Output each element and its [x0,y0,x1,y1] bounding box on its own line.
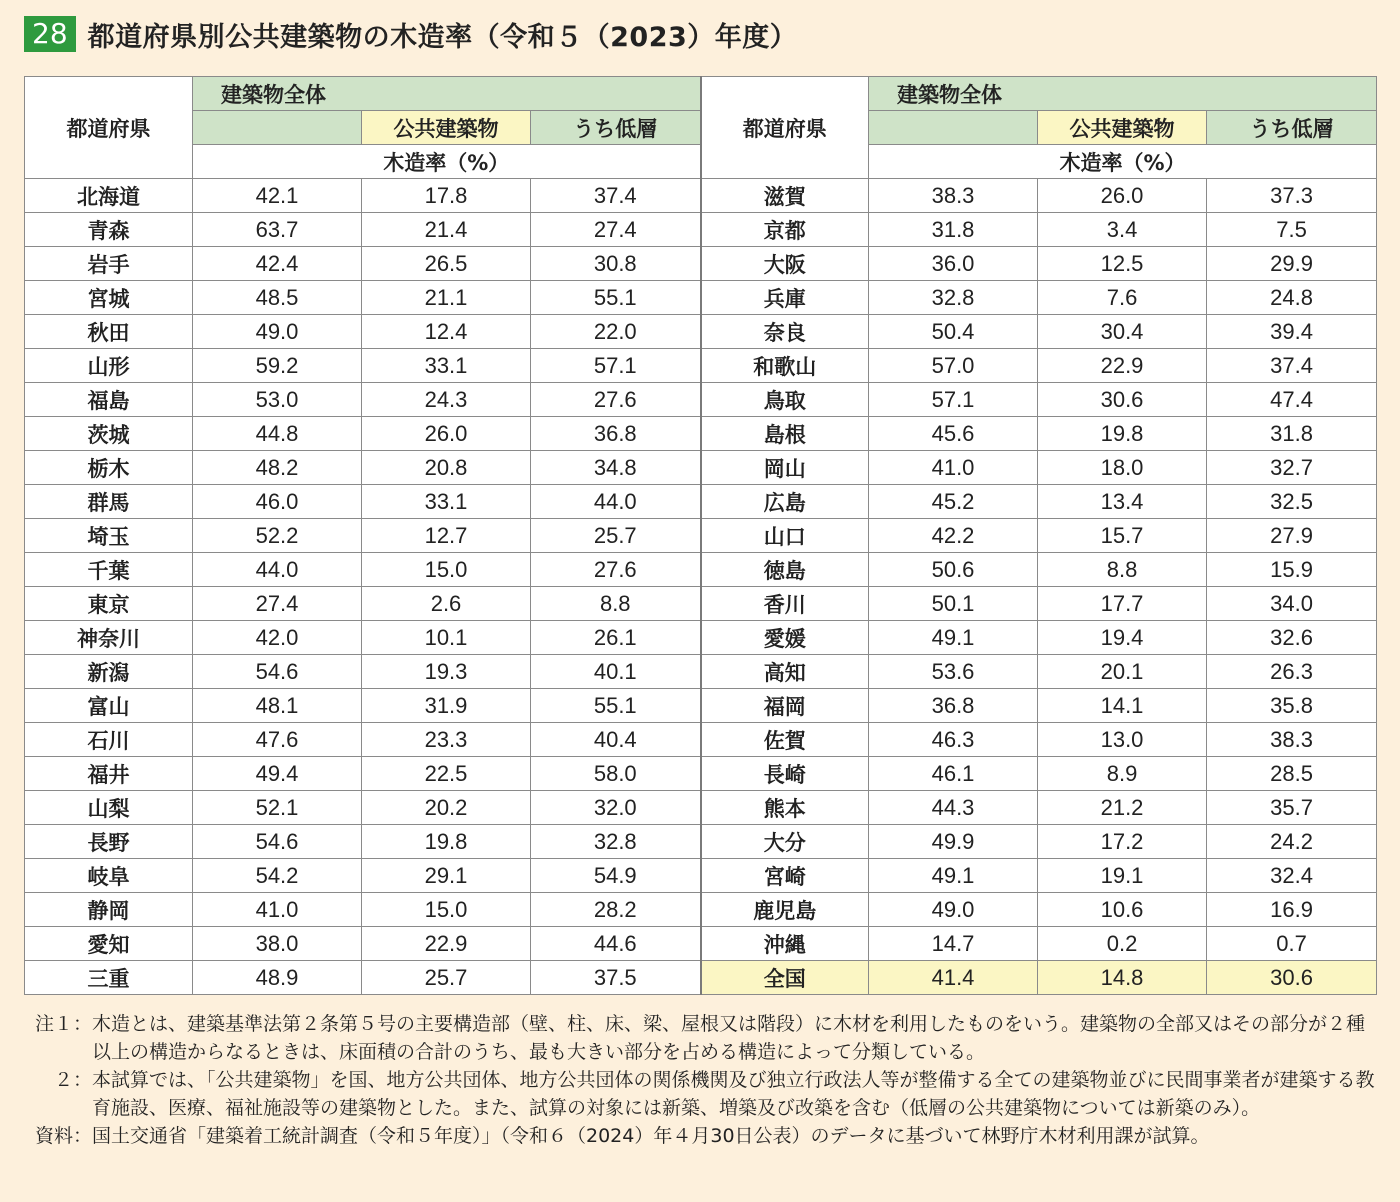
header-lowrise-right: うち低層 [1207,111,1377,145]
value-cell-pub: 22.5 [362,757,531,791]
prefecture-cell: 新潟 [25,655,193,689]
value-cell-pub: 25.7 [362,961,531,995]
note-2-text: 本試算では、「公共建築物」を国、地方公共団体、地方公共団体の関係機関及び独立行政法人等が整備する全ての建築物並びに民間事業者が建築する教育施設、医療、福祉施設等の建築物とした。また、試算の対象には新築、増築及び改築を含む（低層の公共建築物については新築のみ）。 [92,1069,1375,1119]
value-cell-low: 57.1 [531,349,701,383]
prefecture-cell: 埼玉 [25,519,193,553]
value-cell-low: 30.8 [531,247,701,281]
header-public-right: 公共建築物 [1038,111,1207,145]
value-cell-pub: 14.8 [1038,961,1207,995]
header-unit-right: 木造率（%） [869,145,1377,179]
notes-section [24,1010,1380,1150]
value-cell-low: 55.1 [531,281,701,315]
prefecture-cell: 鹿児島 [701,893,869,927]
value-cell-all: 52.1 [193,791,362,825]
value-cell-all: 41.4 [869,961,1038,995]
value-cell-all: 50.4 [869,315,1038,349]
header-unit-left: 木造率（%） [193,145,701,179]
value-cell-pub: 21.4 [362,213,531,247]
value-cell-pub: 33.1 [362,349,531,383]
prefecture-cell: 愛媛 [701,621,869,655]
value-cell-pub: 24.3 [362,383,531,417]
value-cell-all: 54.2 [193,859,362,893]
value-cell-low: 24.8 [1207,281,1377,315]
prefecture-cell: 和歌山 [701,349,869,383]
prefecture-cell: 全国 [701,961,869,995]
table-row [25,723,1377,757]
prefecture-cell: 大分 [701,825,869,859]
table-row [25,587,1377,621]
table-row [25,247,1377,281]
value-cell-pub: 20.8 [362,451,531,485]
value-cell-all: 48.5 [193,281,362,315]
value-cell-low: 32.8 [531,825,701,859]
prefecture-cell: 愛知 [25,927,193,961]
prefecture-cell: 福岡 [701,689,869,723]
value-cell-low: 40.1 [531,655,701,689]
table-row [25,621,1377,655]
value-cell-pub: 22.9 [1038,349,1207,383]
value-cell-all: 59.2 [193,349,362,383]
value-cell-all: 32.8 [869,281,1038,315]
value-cell-pub: 29.1 [362,859,531,893]
figure-title: 都道府県別公共建築物の木造率（令和５（2023）年度） [87,21,798,53]
prefecture-cell: 京都 [701,213,869,247]
figure-number-badge: 28 [24,16,76,52]
prefecture-cell: 宮崎 [701,859,869,893]
header-all-blank-left [193,111,362,145]
value-cell-all: 49.0 [193,315,362,349]
value-cell-pub: 20.1 [1038,655,1207,689]
table-row [25,349,1377,383]
value-cell-all: 50.1 [869,587,1038,621]
prefecture-cell: 大阪 [701,247,869,281]
value-cell-all: 38.3 [869,179,1038,213]
header-prefecture-right: 都道府県 [701,77,869,179]
value-cell-all: 44.0 [193,553,362,587]
table-row [25,655,1377,689]
value-cell-all: 46.0 [193,485,362,519]
prefecture-cell: 岐阜 [25,859,193,893]
value-cell-low: 37.5 [531,961,701,995]
value-cell-all: 36.0 [869,247,1038,281]
prefecture-cell: 岩手 [25,247,193,281]
figure-title-bar [24,14,797,54]
prefecture-cell: 群馬 [25,485,193,519]
value-cell-low: 54.9 [531,859,701,893]
prefecture-cell: 広島 [701,485,869,519]
prefecture-cell: 宮城 [25,281,193,315]
value-cell-all: 50.6 [869,553,1038,587]
value-cell-low: 27.6 [531,383,701,417]
note-1 [24,1010,1380,1066]
wood-ratio-table-container [24,76,1376,995]
value-cell-pub: 19.1 [1038,859,1207,893]
table-row [25,825,1377,859]
header-lowrise-left: うち低層 [531,111,701,145]
prefecture-cell: 福島 [25,383,193,417]
value-cell-all: 46.3 [869,723,1038,757]
value-cell-all: 54.6 [193,825,362,859]
prefecture-cell: 千葉 [25,553,193,587]
value-cell-low: 32.4 [1207,859,1377,893]
prefecture-cell: 福井 [25,757,193,791]
value-cell-all: 27.4 [193,587,362,621]
value-cell-low: 37.3 [1207,179,1377,213]
prefecture-cell: 石川 [25,723,193,757]
value-cell-all: 42.0 [193,621,362,655]
value-cell-low: 44.6 [531,927,701,961]
value-cell-low: 58.0 [531,757,701,791]
header-all-buildings-left: 建築物全体 [193,77,701,111]
prefecture-cell: 島根 [701,417,869,451]
value-cell-pub: 13.0 [1038,723,1207,757]
value-cell-all: 38.0 [193,927,362,961]
value-cell-low: 28.2 [531,893,701,927]
table-row [25,315,1377,349]
value-cell-pub: 31.9 [362,689,531,723]
table-row [25,485,1377,519]
table-header [25,77,1377,179]
value-cell-pub: 19.4 [1038,621,1207,655]
value-cell-all: 48.2 [193,451,362,485]
prefecture-cell: 北海道 [25,179,193,213]
prefecture-cell: 徳島 [701,553,869,587]
value-cell-pub: 22.9 [362,927,531,961]
note-1-text: 木造とは、建築基準法第２条第５号の主要構造部（壁、柱、床、梁、屋根又は階段）に木材を利用したものをいう。建築物の全部又はその部分が２種以上の構造からなるときは、床面積の合計のうち、最も大きい部分を占める構造によって分類している。 [92,1013,1366,1063]
table-row [25,179,1377,213]
value-cell-all: 45.6 [869,417,1038,451]
value-cell-low: 36.8 [531,417,701,451]
prefecture-cell: 沖縄 [701,927,869,961]
value-cell-low: 28.5 [1207,757,1377,791]
value-cell-all: 42.4 [193,247,362,281]
prefecture-cell: 栃木 [25,451,193,485]
value-cell-pub: 23.3 [362,723,531,757]
wood-ratio-table [24,76,1377,995]
table-row [25,417,1377,451]
value-cell-all: 53.6 [869,655,1038,689]
prefecture-cell: 茨城 [25,417,193,451]
value-cell-low: 32.5 [1207,485,1377,519]
prefecture-cell: 東京 [25,587,193,621]
value-cell-all: 49.1 [869,859,1038,893]
table-row [25,281,1377,315]
value-cell-pub: 12.4 [362,315,531,349]
value-cell-pub: 33.1 [362,485,531,519]
value-cell-low: 26.3 [1207,655,1377,689]
value-cell-pub: 19.8 [362,825,531,859]
prefecture-cell: 青森 [25,213,193,247]
prefecture-cell: 奈良 [701,315,869,349]
prefecture-cell: 秋田 [25,315,193,349]
header-all-blank-right [869,111,1038,145]
value-cell-all: 46.1 [869,757,1038,791]
value-cell-low: 37.4 [531,179,701,213]
value-cell-pub: 19.8 [1038,417,1207,451]
value-cell-all: 57.0 [869,349,1038,383]
prefecture-cell: 山梨 [25,791,193,825]
value-cell-low: 16.9 [1207,893,1377,927]
table-row [25,553,1377,587]
prefecture-cell: 岡山 [701,451,869,485]
note-2 [24,1066,1380,1122]
value-cell-pub: 13.4 [1038,485,1207,519]
value-cell-low: 38.3 [1207,723,1377,757]
prefecture-cell: 兵庫 [701,281,869,315]
prefecture-cell: 静岡 [25,893,193,927]
value-cell-all: 49.4 [193,757,362,791]
value-cell-all: 14.7 [869,927,1038,961]
table-row [25,213,1377,247]
value-cell-all: 44.3 [869,791,1038,825]
value-cell-pub: 26.0 [362,417,531,451]
value-cell-pub: 30.6 [1038,383,1207,417]
value-cell-pub: 7.6 [1038,281,1207,315]
table-row [25,893,1377,927]
table-row [25,927,1377,961]
note-2-label: ２： [53,1069,92,1091]
value-cell-low: 39.4 [1207,315,1377,349]
value-cell-low: 31.8 [1207,417,1377,451]
value-cell-all: 36.8 [869,689,1038,723]
value-cell-low: 7.5 [1207,213,1377,247]
table-row [25,961,1377,995]
value-cell-low: 27.6 [531,553,701,587]
value-cell-all: 45.2 [869,485,1038,519]
value-cell-all: 49.0 [869,893,1038,927]
value-cell-all: 42.2 [869,519,1038,553]
value-cell-low: 24.2 [1207,825,1377,859]
value-cell-pub: 12.7 [362,519,531,553]
value-cell-all: 41.0 [193,893,362,927]
table-row [25,859,1377,893]
prefecture-cell: 三重 [25,961,193,995]
source-text: 国土交通省「建築着工統計調査（令和５年度）」（令和６（2024）年４月30日公表）のデータに基づいて林野庁木材利用課が試算。 [92,1125,1210,1147]
value-cell-pub: 20.2 [362,791,531,825]
value-cell-low: 8.8 [531,587,701,621]
table-row [25,689,1377,723]
value-cell-low: 25.7 [531,519,701,553]
header-public-left: 公共建築物 [362,111,531,145]
value-cell-pub: 17.8 [362,179,531,213]
value-cell-pub: 15.7 [1038,519,1207,553]
prefecture-cell: 鳥取 [701,383,869,417]
prefecture-cell: 長野 [25,825,193,859]
value-cell-pub: 3.4 [1038,213,1207,247]
value-cell-low: 26.1 [531,621,701,655]
value-cell-pub: 15.0 [362,553,531,587]
value-cell-low: 29.9 [1207,247,1377,281]
value-cell-all: 63.7 [193,213,362,247]
value-cell-low: 32.0 [531,791,701,825]
value-cell-pub: 26.5 [362,247,531,281]
value-cell-all: 48.9 [193,961,362,995]
value-cell-all: 48.1 [193,689,362,723]
value-cell-low: 34.0 [1207,587,1377,621]
value-cell-pub: 21.2 [1038,791,1207,825]
value-cell-all: 41.0 [869,451,1038,485]
value-cell-low: 32.6 [1207,621,1377,655]
value-cell-low: 35.8 [1207,689,1377,723]
table-body [25,179,1377,995]
prefecture-cell: 長崎 [701,757,869,791]
value-cell-pub: 15.0 [362,893,531,927]
value-cell-pub: 0.2 [1038,927,1207,961]
value-cell-low: 30.6 [1207,961,1377,995]
table-row [25,757,1377,791]
prefecture-cell: 富山 [25,689,193,723]
prefecture-cell: 山形 [25,349,193,383]
value-cell-low: 55.1 [531,689,701,723]
value-cell-low: 0.7 [1207,927,1377,961]
value-cell-pub: 21.1 [362,281,531,315]
header-all-buildings-right: 建築物全体 [869,77,1377,111]
value-cell-low: 44.0 [531,485,701,519]
table-row [25,519,1377,553]
value-cell-pub: 12.5 [1038,247,1207,281]
value-cell-pub: 26.0 [1038,179,1207,213]
value-cell-all: 54.6 [193,655,362,689]
prefecture-cell: 高知 [701,655,869,689]
value-cell-all: 53.0 [193,383,362,417]
prefecture-cell: 香川 [701,587,869,621]
prefecture-cell: 滋賀 [701,179,869,213]
value-cell-pub: 17.2 [1038,825,1207,859]
value-cell-low: 15.9 [1207,553,1377,587]
value-cell-pub: 18.0 [1038,451,1207,485]
prefecture-cell: 山口 [701,519,869,553]
value-cell-all: 47.6 [193,723,362,757]
value-cell-all: 31.8 [869,213,1038,247]
table-row [25,451,1377,485]
value-cell-low: 34.8 [531,451,701,485]
table-row [25,791,1377,825]
value-cell-low: 40.4 [531,723,701,757]
value-cell-pub: 19.3 [362,655,531,689]
value-cell-pub: 8.8 [1038,553,1207,587]
value-cell-pub: 14.1 [1038,689,1207,723]
value-cell-all: 44.8 [193,417,362,451]
value-cell-pub: 8.9 [1038,757,1207,791]
value-cell-low: 35.7 [1207,791,1377,825]
value-cell-all: 49.1 [869,621,1038,655]
value-cell-pub: 2.6 [362,587,531,621]
value-cell-low: 27.4 [531,213,701,247]
value-cell-low: 47.4 [1207,383,1377,417]
prefecture-cell: 神奈川 [25,621,193,655]
value-cell-all: 42.1 [193,179,362,213]
value-cell-low: 27.9 [1207,519,1377,553]
note-1-label: 注１： [34,1013,92,1035]
header-prefecture-left: 都道府県 [25,77,193,179]
source-label: 資料： [34,1125,92,1147]
prefecture-cell: 佐賀 [701,723,869,757]
value-cell-all: 52.2 [193,519,362,553]
value-cell-pub: 17.7 [1038,587,1207,621]
value-cell-all: 49.9 [869,825,1038,859]
value-cell-low: 22.0 [531,315,701,349]
value-cell-pub: 10.1 [362,621,531,655]
prefecture-cell: 熊本 [701,791,869,825]
table-row [25,383,1377,417]
value-cell-all: 57.1 [869,383,1038,417]
source-note [24,1122,1380,1150]
value-cell-pub: 30.4 [1038,315,1207,349]
value-cell-low: 32.7 [1207,451,1377,485]
value-cell-pub: 10.6 [1038,893,1207,927]
value-cell-low: 37.4 [1207,349,1377,383]
